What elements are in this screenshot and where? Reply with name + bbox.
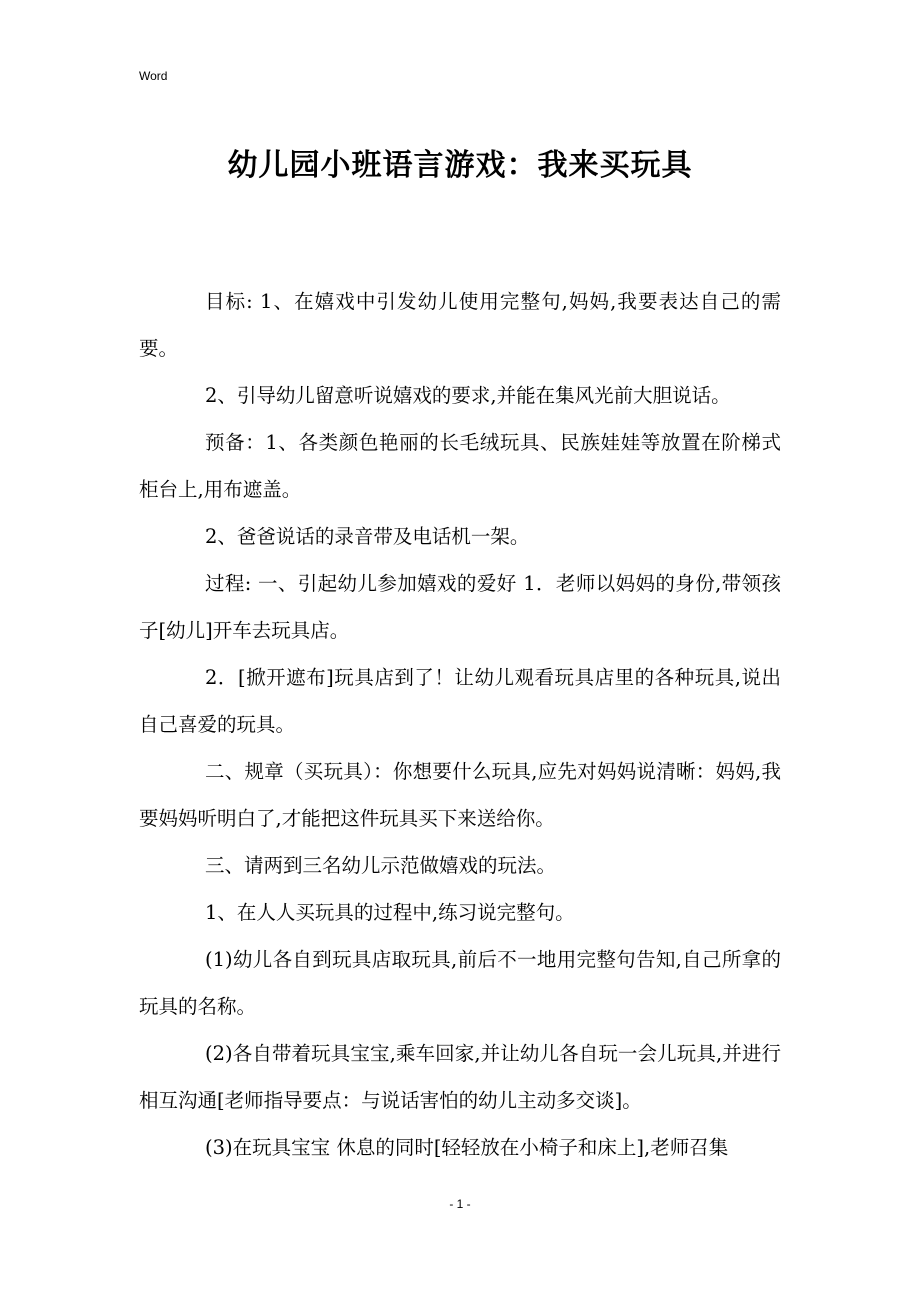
paragraph: (1)幼儿各自到玩具店取玩具,前后不一地用完整句告知,自己所拿的玩具的名称。	[139, 948, 781, 1018]
header-label: Word	[139, 69, 168, 83]
document-body	[139, 278, 781, 1171]
page-number: - 1 -	[449, 1197, 471, 1211]
paragraph: 1、在人人买玩具的过程中,练习说完整句。	[205, 901, 575, 924]
paragraph: (3)在玩具宝宝 休息的同时[轻轻放在小椅子和床上],老师召集	[205, 1136, 729, 1159]
paragraph: 2、引导幼儿留意听说嬉戏的要求,并能在集风光前大胆说话。	[205, 384, 731, 407]
paragraph: 目标: 1、在嬉戏中引发幼儿使用完整句,妈妈,我要表达自己的需要。	[139, 290, 781, 360]
paragraph: 二、规章（买玩具）：你想要什么玩具,应先对妈妈说清晰：妈妈,我要妈妈听明白了,才能把这件玩具买下来送给你。	[139, 760, 781, 830]
paragraph: 预备：1、各类颜色艳丽的长毛绒玩具、民族娃娃等放置在阶梯式柜台上,用布遮盖。	[139, 431, 781, 501]
paragraph: 2、爸爸说话的录音带及电话机一架。	[205, 525, 530, 548]
paragraph: 过程: 一、引起幼儿参加嬉戏的爱好 1．老师以妈妈的身份,带领孩子[幼儿]开车去玩具店。	[139, 572, 781, 642]
paragraph: (2)各自带着玩具宝宝,乘车回家,并让幼儿各自玩一会儿玩具,并进行相互沟通[老师指导要点：与说话害怕的幼儿主动多交谈]。	[139, 1042, 781, 1112]
document-title: 幼儿园小班语言游戏：我来买玩具	[227, 148, 693, 183]
paragraph: 2．[掀开遮布]玩具店到了！让幼儿观看玩具店里的各种玩具,说出自己喜爱的玩具。	[139, 666, 781, 736]
paragraph: 三、请两到三名幼儿示范做嬉戏的玩法。	[205, 854, 557, 877]
